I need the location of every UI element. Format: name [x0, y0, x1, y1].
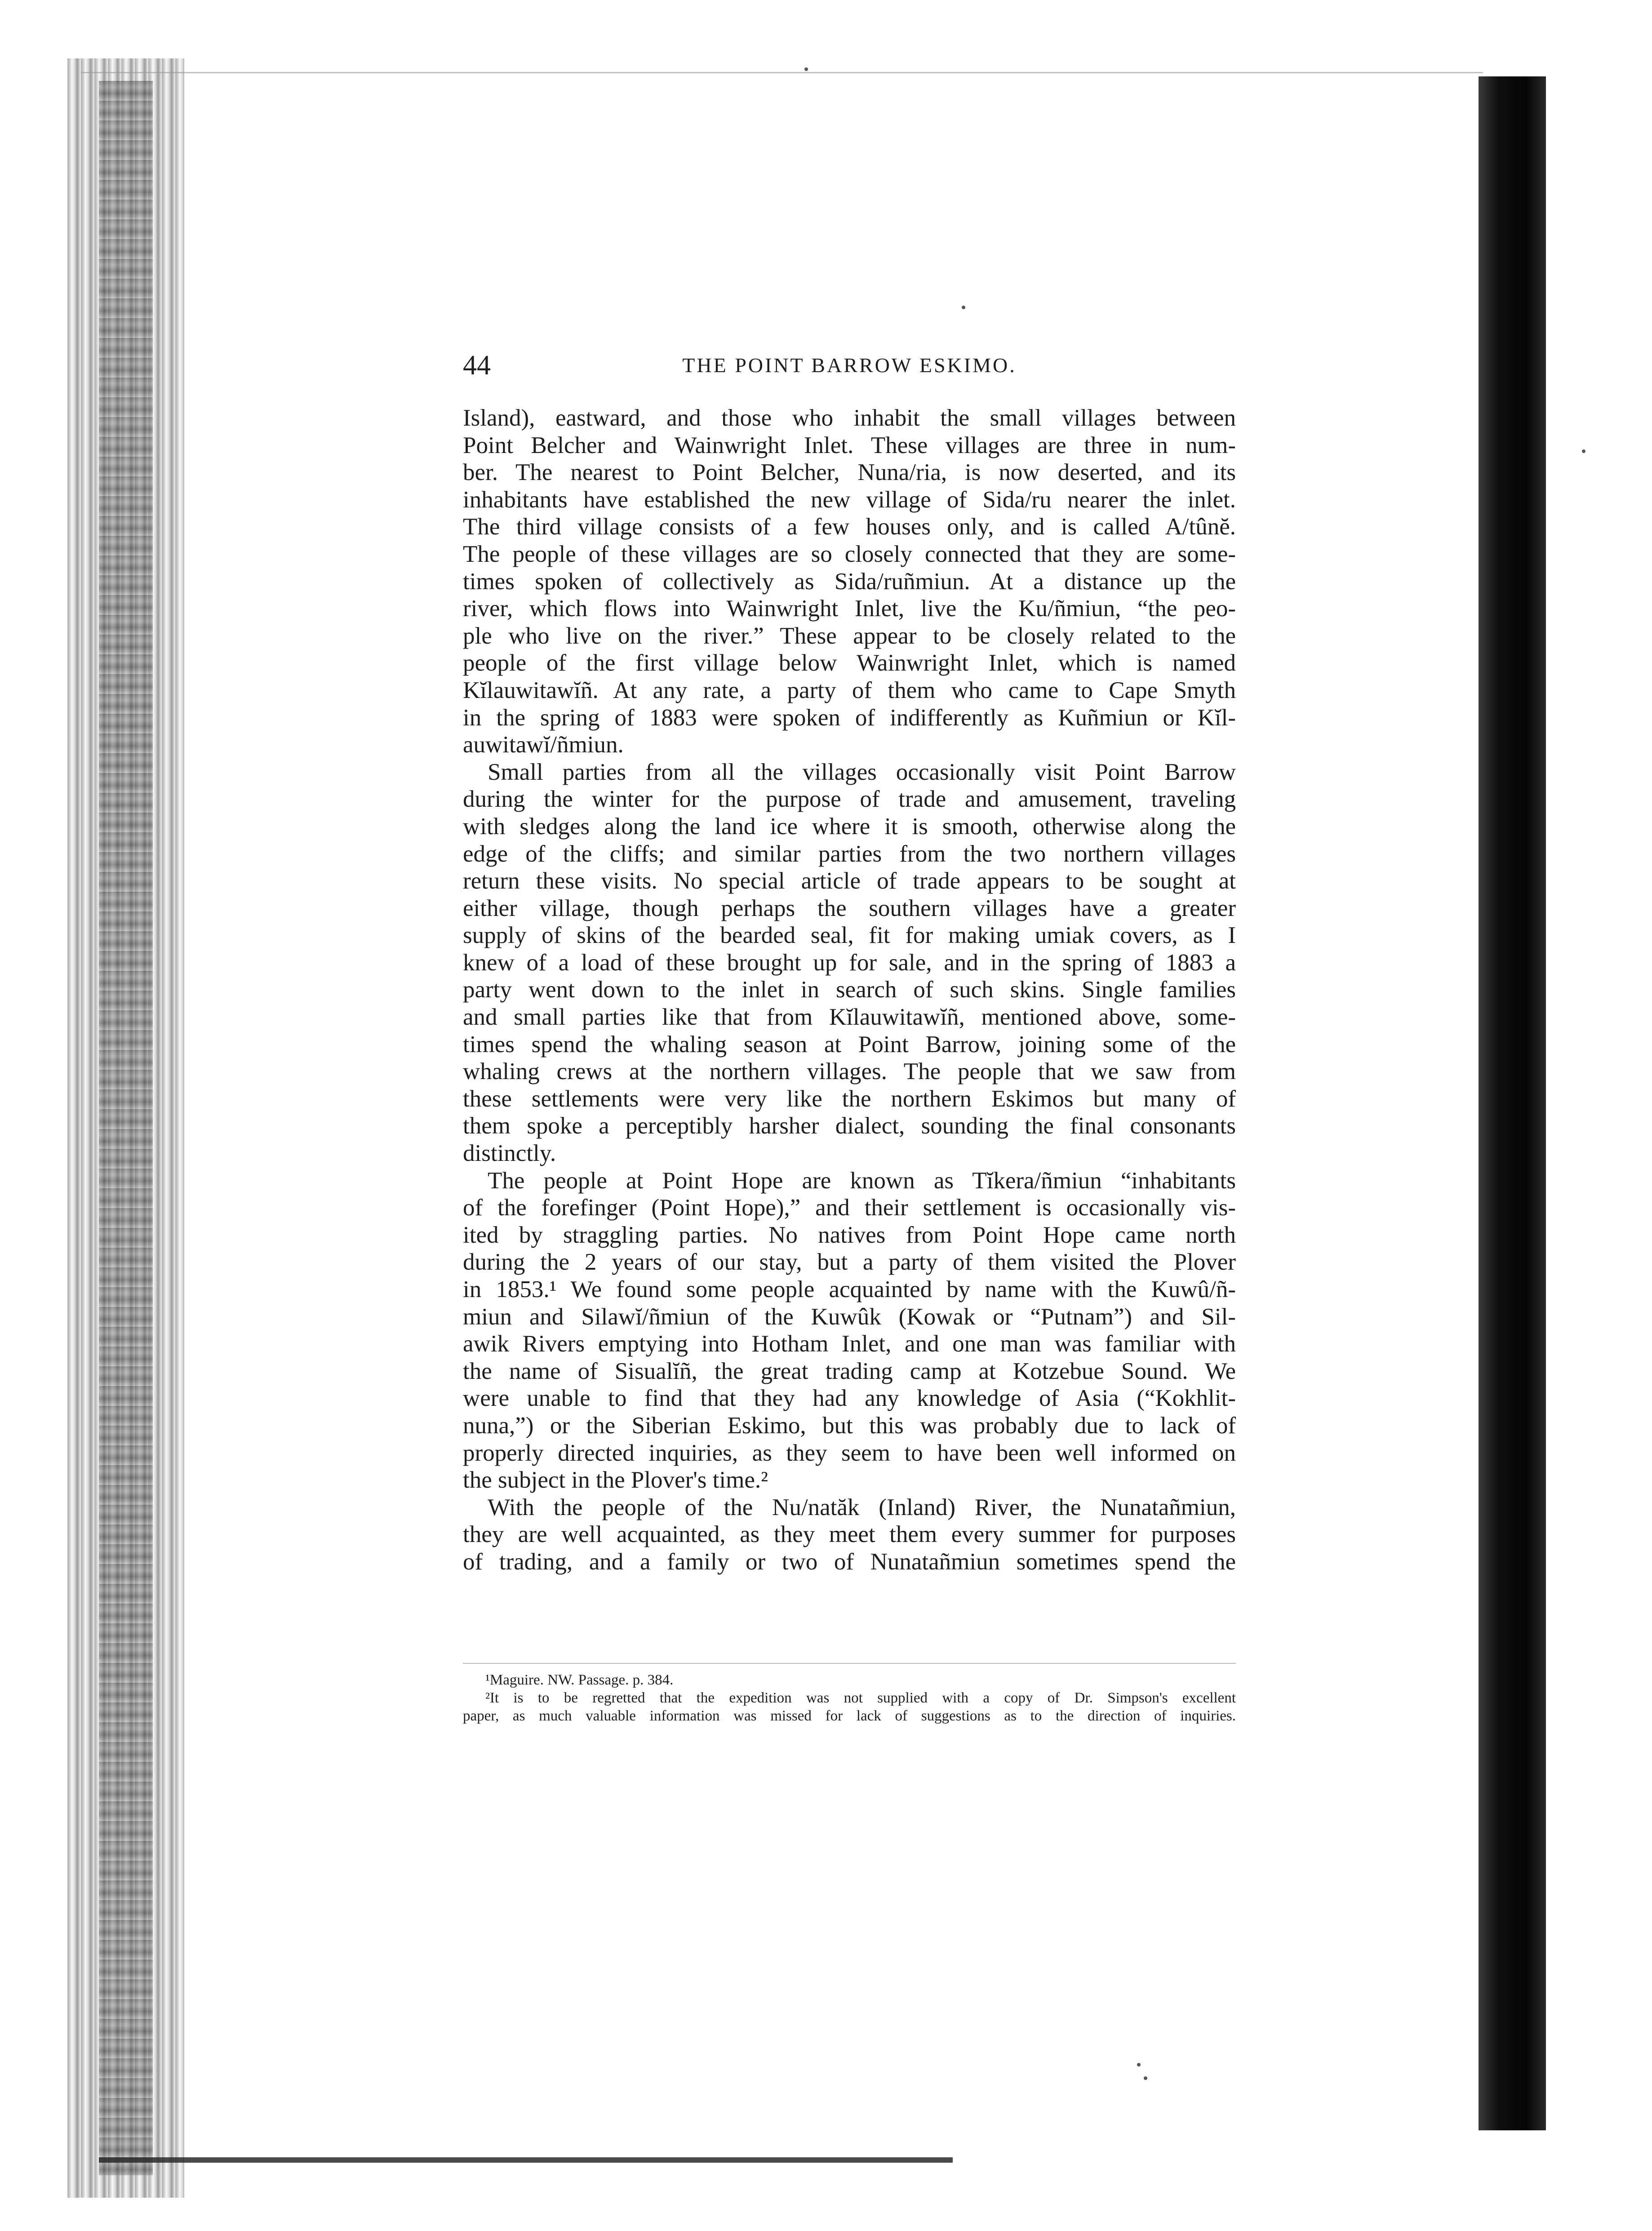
scan-speck [804, 67, 808, 71]
text-line: supply of skins of the bearded seal, fit for making umiak covers, as I [463, 922, 1236, 949]
text-line: The third village consists of a few houses only, and is called A/tûnĕ. [463, 514, 1236, 540]
footnote-rule [463, 1663, 1236, 1664]
text-line: ited by straggling parties. No natives from Point Hope came north [463, 1222, 1236, 1248]
text-line: during the winter for the purpose of trade and amusement, traveling [463, 786, 1236, 813]
text-line: The people at Point Hope are known as Tĭkera/ñmiun “inhabitants [488, 1167, 1236, 1194]
text-line: people of the first village below Wainwright Inlet, which is named [463, 650, 1236, 676]
text-line: river, which flows into Wainwright Inlet, live the Ku/ñmiun, “the peo- [463, 596, 1236, 622]
text-line: properly directed inquiries, as they seem to have been well informed on [463, 1440, 1236, 1466]
text-line: edge of the cliffs; and similar parties from the two northern villages [463, 840, 1236, 867]
footnote-continuation: paper, as much valuable information was missed for lack of suggestions as to the direction of inquiries. [463, 1708, 1236, 1724]
text-line: distinctly. [463, 1140, 556, 1167]
footnote: ²It is to be regretted that the expedition was not supplied with a copy of Dr. Simpson's excellent [485, 1690, 1236, 1706]
text-line: ber. The nearest to Point Belcher, Nuna/ria, is now deserted, and its [463, 459, 1236, 486]
text-line: The people of these villages are so closely connected that they are some- [463, 541, 1236, 567]
scan-speck [962, 306, 965, 309]
text-line: during the 2 years of our stay, but a party of them visited the Plover [463, 1249, 1236, 1275]
text-line: these settlements were very like the northern Eskimos but many of [463, 1085, 1236, 1112]
text-line: auwitawĭ/ñmiun. [463, 732, 624, 758]
page-number: 44 [463, 350, 491, 381]
text-line: either village, though perhaps the southern villages have a greater [463, 895, 1236, 921]
scan-bottom-border [99, 2157, 953, 2163]
footnotes [463, 1671, 1236, 1725]
text-line: With the people of the Nu/natăk (Inland) River, the Nunatañmiun, [488, 1494, 1236, 1520]
text-line: return these visits. No special article of trade appears to be sought at [463, 868, 1236, 894]
text-line: times spend the whaling season at Point Barrow, joining some of the [463, 1031, 1236, 1058]
text-line: awik Rivers emptying into Hotham Inlet, and one man was familiar with [463, 1331, 1236, 1357]
text-line: nuna,”) or the Siberian Eskimo, but this was probably due to lack of [463, 1412, 1236, 1439]
text-line: them spoke a perceptibly harsher dialect, sounding the final consonants [463, 1113, 1236, 1139]
text-line: party went down to the inlet in search of such skins. Single families [463, 977, 1236, 1003]
text-line: and small parties like that from Kĭlauwitawĭñ, mentioned above, some- [463, 1004, 1236, 1031]
text-line: inhabitants have established the new village of Sida/ru nearer the inlet. [463, 486, 1236, 513]
text-line: ple who live on the river.” These appear to be closely related to the [463, 622, 1236, 649]
text-line: knew of a load of these brought up for sale, and in the spring of 1883 a [463, 949, 1236, 976]
text-line: with sledges along the land ice where it is smooth, otherwise along the [463, 813, 1236, 840]
text-line: the subject in the Plover's time.² [463, 1467, 768, 1493]
text-line: miun and Silawĭ/ñmiun of the Kuwûk (Kowak or “Putnam”) and Sil- [463, 1303, 1236, 1330]
text-line: in 1853.¹ We found some people acquainted by name with the Kuwû/ñ- [463, 1276, 1236, 1302]
text-line: Kĭlauwitawĭñ. At any rate, a party of them who came to Cape Smyth [463, 677, 1236, 703]
text-line: in the spring of 1883 were spoken of indifferently as Kuñmiun or Kĭl- [463, 704, 1236, 731]
text-line: times spoken of collectively as Sida/ruñmiun. At a distance up the [463, 568, 1236, 595]
book-spine-shadow [99, 81, 153, 2175]
footnote: ¹Maguire. NW. Passage. p. 384. [485, 1672, 674, 1688]
scan-top-border [81, 72, 1483, 73]
text-line: the name of Sisualĭñ, the great trading camp at Kotzebue Sound. We [463, 1358, 1236, 1384]
body-text [463, 404, 1236, 1576]
text-line: they are well acquainted, as they meet them every summer for purposes [463, 1521, 1236, 1548]
scan-speck [1144, 2076, 1147, 2080]
scan-right-dark-bar [1479, 76, 1546, 2130]
running-title: THE POINT BARROW ESKIMO. [682, 354, 1017, 377]
scan-speck [1137, 2063, 1141, 2067]
text-line: Point Belcher and Wainwright Inlet. These villages are three in num- [463, 432, 1236, 458]
text-line: Island), eastward, and those who inhabit the small villages between [463, 405, 1236, 431]
text-line: of trading, and a family or two of Nunatañmiun sometimes spend the [463, 1548, 1236, 1575]
page-header [463, 350, 1236, 390]
text-line: Small parties from all the villages occasionally visit Point Barrow [488, 759, 1236, 785]
text-line: whaling crews at the northern villages. The people that we saw from [463, 1058, 1236, 1085]
text-line: of the forefinger (Point Hope),” and their settlement is occasionally vis- [463, 1195, 1236, 1221]
scan-speck [1582, 449, 1585, 453]
text-line: were unable to find that they had any knowledge of Asia (“Kokhlit- [463, 1385, 1236, 1412]
